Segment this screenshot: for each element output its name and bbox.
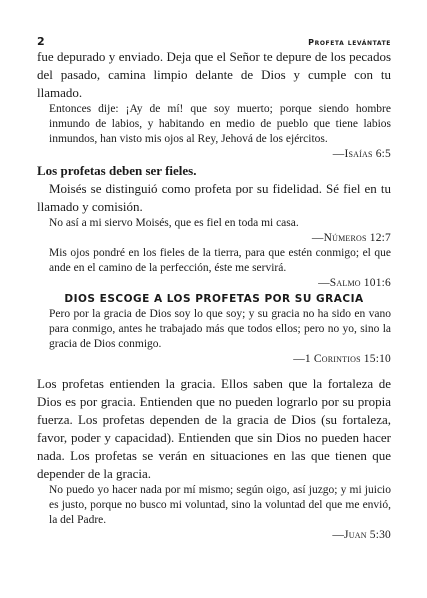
scripture-quote-salmo: Mis ojos pondré en los fieles de la tierra, para que estén conmigo; el que ande en el camino de la perfección, éste me servirá. — [49, 247, 391, 274]
page-content — [37, 48, 391, 543]
scripture-quote-corintios: Pero por la gracia de Dios soy lo que soy; y su gracia no ha sido en vano para conmigo, antes he trabajado más que todos ellos; pero no yo, sino la gracia de Dios conmigo. — [49, 308, 391, 350]
scripture-quote-juan: No puedo yo hacer nada por mí mismo; según oigo, así juzgo; y mi juicio es justo, porque no busco mi voluntad, sino la voluntad del que me envió, la del Padre. — [49, 484, 391, 526]
scripture-ref-numeros: —Números 12:7 — [311, 232, 391, 244]
scripture-quote-isaias: Entonces dije: ¡Ay de mí! que soy muerto; porque siendo hombre inmundo de labios, y habitando en medio de pueblo que tiene labios inmundos, han visto mis ojos al Rey, Jehová de los ejércitos. — [49, 103, 391, 145]
book-title: Profeta levántate — [308, 38, 391, 47]
paragraph-moises: Moisés se distinguió como profeta por su fidelidad. Sé fiel en tu llamado y comisión. — [37, 181, 391, 214]
scripture-ref-isaias: —Isaías 6:5 — [332, 148, 391, 160]
paragraph-continuation: fue depurado y enviado. Deja que el Señor te depure de los pecados del pasado, camina limpio delante de Dios y cumple con tu llamado. — [37, 49, 391, 100]
paragraph-gracia: Los profetas entienden la gracia. Ellos saben que la fortaleza de Dios es por gracia. Entienden que no pueden lograrlo por su propia fuerza. Los profetas dependen de la gracia de Dios (su fortaleza, favor, poder y capacidad). Entienden que sin Dios no pueden hacer nada. Los profetas se verán en situaciones en las que tienen que depender de la gracia. — [37, 376, 391, 481]
scripture-ref-corintios: —1 Corintios 15:10 — [293, 353, 391, 365]
subheading-fieles: Los profetas deben ser fieles. — [37, 163, 197, 178]
scripture-ref-salmo: —Salmo 101:6 — [318, 277, 391, 289]
scripture-ref-juan: —Juan 5:30 — [332, 529, 391, 541]
running-header — [37, 35, 391, 48]
page-number: 2 — [37, 35, 45, 48]
scripture-quote-numeros: No así a mi siervo Moisés, que es fiel en toda mi casa. — [49, 217, 299, 229]
section-heading-gracia: DIOS ESCOGE A LOS PROFETAS POR SU GRACIA — [64, 293, 364, 305]
